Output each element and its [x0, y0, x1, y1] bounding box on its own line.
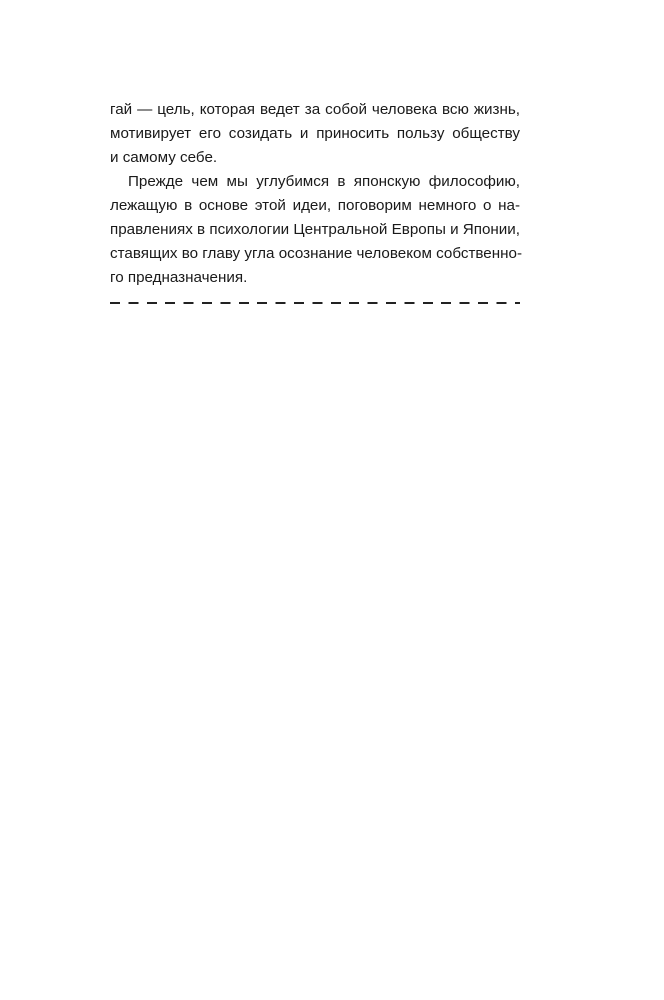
text-line: ставящих во главу угла осознание человеком собственно-	[110, 245, 523, 262]
body-text	[110, 98, 523, 290]
text-line: гай — цель, которая ведет за собой человека всю жизнь,	[110, 101, 520, 118]
text-line: правлениях в психологии Центральной Европы и Японии,	[110, 221, 520, 238]
paragraph-2	[110, 170, 523, 290]
text-line: мотивирует его созидать и приносить пользу обществу	[110, 125, 520, 142]
dashed-divider	[110, 302, 520, 304]
text-line: лежащую в основе этой идеи, поговорим немного о на-	[110, 197, 520, 214]
text-line: и самому себе.	[110, 149, 218, 166]
text-line: го предназначения.	[110, 269, 248, 286]
text-line: Прежде чем мы углубимся в японскую философию,	[128, 173, 520, 190]
paragraph-1	[110, 98, 520, 170]
